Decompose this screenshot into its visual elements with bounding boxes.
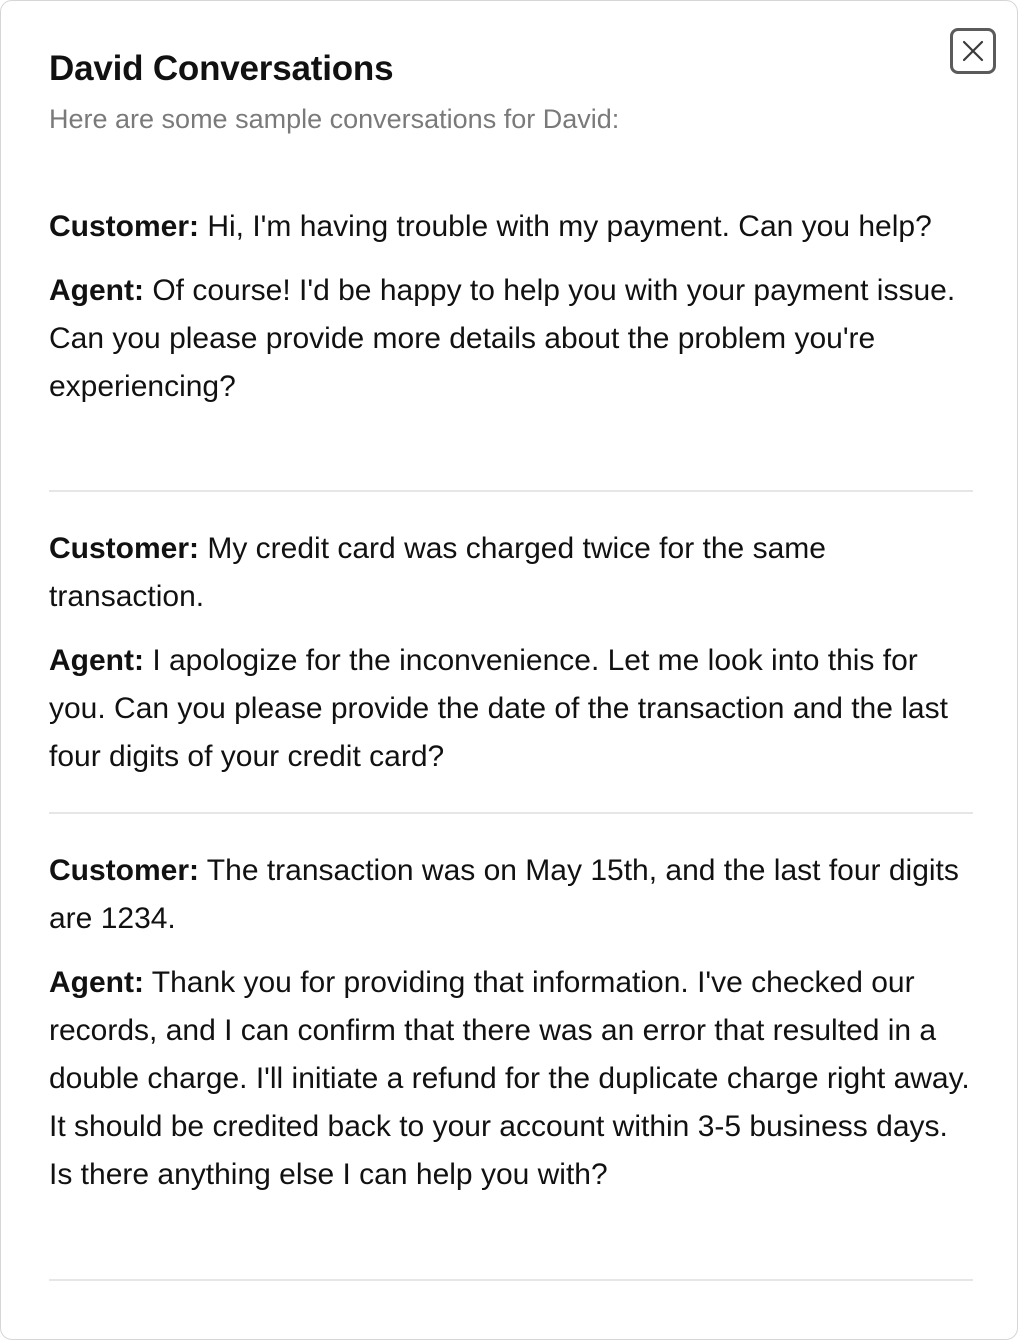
customer-speaker-label: Customer: <box>49 210 200 243</box>
customer-speaker-label: Customer: <box>49 532 200 565</box>
close-button[interactable] <box>950 28 996 74</box>
modal-title: David Conversations <box>49 49 394 88</box>
customer-message-text: Hi, I'm having trouble with my payment. Can you help? <box>199 210 932 243</box>
customer-message <box>49 203 973 251</box>
agent-speaker-label: Agent: <box>49 644 144 677</box>
agent-message <box>49 959 973 1199</box>
customer-speaker-label: Customer: <box>49 854 200 887</box>
agent-message <box>49 637 973 781</box>
agent-message <box>49 267 973 411</box>
close-icon <box>962 40 984 62</box>
agent-message-text: Thank you for providing that information. I've checked our records, and I can confirm that there was an error that resulted in a double charge. I'll initiate a refund for the duplicate charge right away. It should be credited back to your account within 3-5 business days. Is there anything else I can help you with? <box>49 966 970 1191</box>
conversation-item <box>49 525 973 814</box>
customer-message <box>49 525 973 621</box>
conversation-item <box>49 203 973 492</box>
customer-message-text: The transaction was on May 15th, and the last four digits are 1234. <box>49 854 959 935</box>
agent-speaker-label: Agent: <box>49 966 144 999</box>
agent-message-text: I apologize for the inconvenience. Let me look into this for you. Can you please provide the date of the transaction and the last four digits of your credit card? <box>49 644 948 773</box>
conversation-item <box>49 847 973 1281</box>
agent-speaker-label: Agent: <box>49 274 144 307</box>
customer-message-text: My credit card was charged twice for the same transaction. <box>49 532 826 613</box>
customer-message <box>49 847 973 943</box>
agent-message-text: Of course! I'd be happy to help you with your payment issue. Can you please provide more details about the problem you're experiencing? <box>49 274 956 403</box>
modal-subtitle: Here are some sample conversations for David: <box>49 104 620 134</box>
